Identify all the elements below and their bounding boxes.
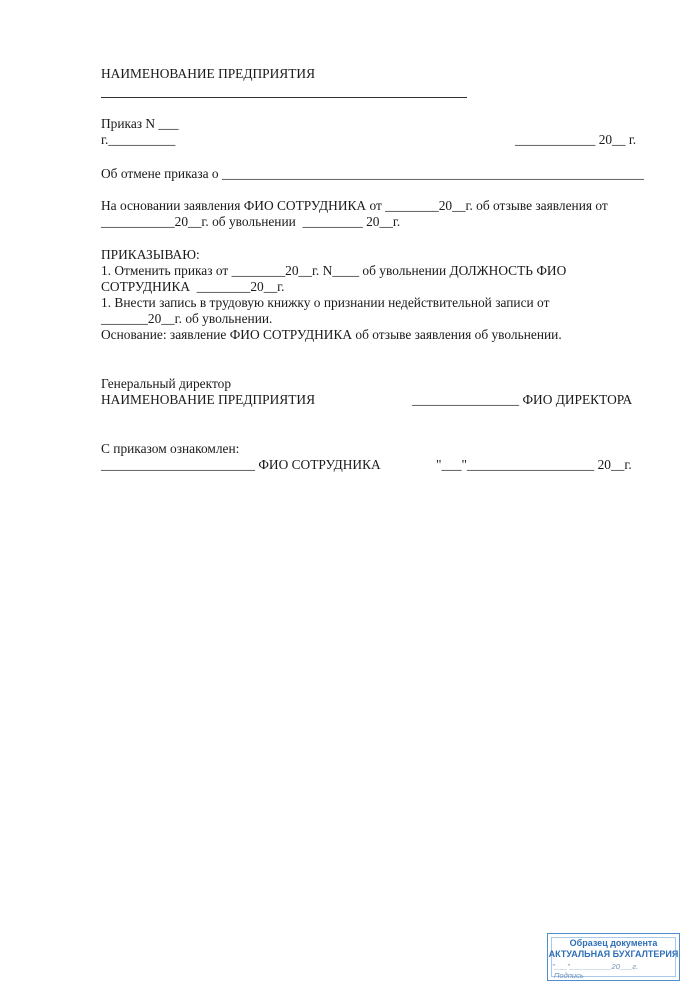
stamp-line-2: АКТУАЛЬНАЯ БУХГАЛТЕРИЯ [548, 949, 679, 959]
item-2-line-1: 1. Внести запись в трудовую книжку о признании недействительной записи от [101, 295, 550, 310]
order-number: Приказ N ___ [101, 116, 179, 131]
order-date: ____________ 20__ г. [515, 132, 637, 147]
order-heading: ПРИКАЗЫВАЮ: [101, 247, 200, 262]
signature-company: НАИМЕНОВАНИЕ ПРЕДПРИЯТИЯ [101, 392, 315, 407]
director-signature: ________________ ФИО ДИРЕКТОРА [412, 392, 633, 407]
basis-line-1: На основании заявления ФИО СОТРУДНИКА от ________20__г. об отзыве заявления от [101, 198, 608, 213]
stamp-line-3: "___"__________20___г. [552, 962, 639, 971]
company-heading: НАИМЕНОВАНИЕ ПРЕДПРИЯТИЯ [101, 66, 315, 81]
stamp-line-4: Подпись [554, 971, 584, 980]
employee-signature: _______________________ ФИО СОТРУДНИКА [101, 457, 381, 472]
company-name-underline [101, 97, 467, 98]
order-subject: Об отмене приказа о _______________________________________________________________ [101, 166, 644, 181]
basis-line-2: ___________20__г. об увольнении _________ 20__г. [101, 214, 401, 229]
order-city: г.__________ [101, 132, 176, 147]
item-1-line-1: 1. Отменить приказ от ________20__г. N____ об увольнении ДОЛЖНОСТЬ ФИО [101, 263, 567, 278]
acknowledgement-label: С приказом ознакомлен: [101, 441, 240, 456]
item-2-line-2: _______20__г. об увольнении. [101, 311, 273, 326]
director-title: Генеральный директор [101, 376, 232, 391]
item-1-line-2: СОТРУДНИКА ________20__г. [101, 279, 285, 294]
sample-document-stamp [547, 933, 680, 981]
foundation-line: Основание: заявление ФИО СОТРУДНИКА об отзыве заявления об увольнении. [101, 327, 562, 342]
acknowledgement-date: "___"___________________ 20__г. [436, 457, 632, 472]
stamp-line-1: Образец документа [569, 938, 658, 948]
